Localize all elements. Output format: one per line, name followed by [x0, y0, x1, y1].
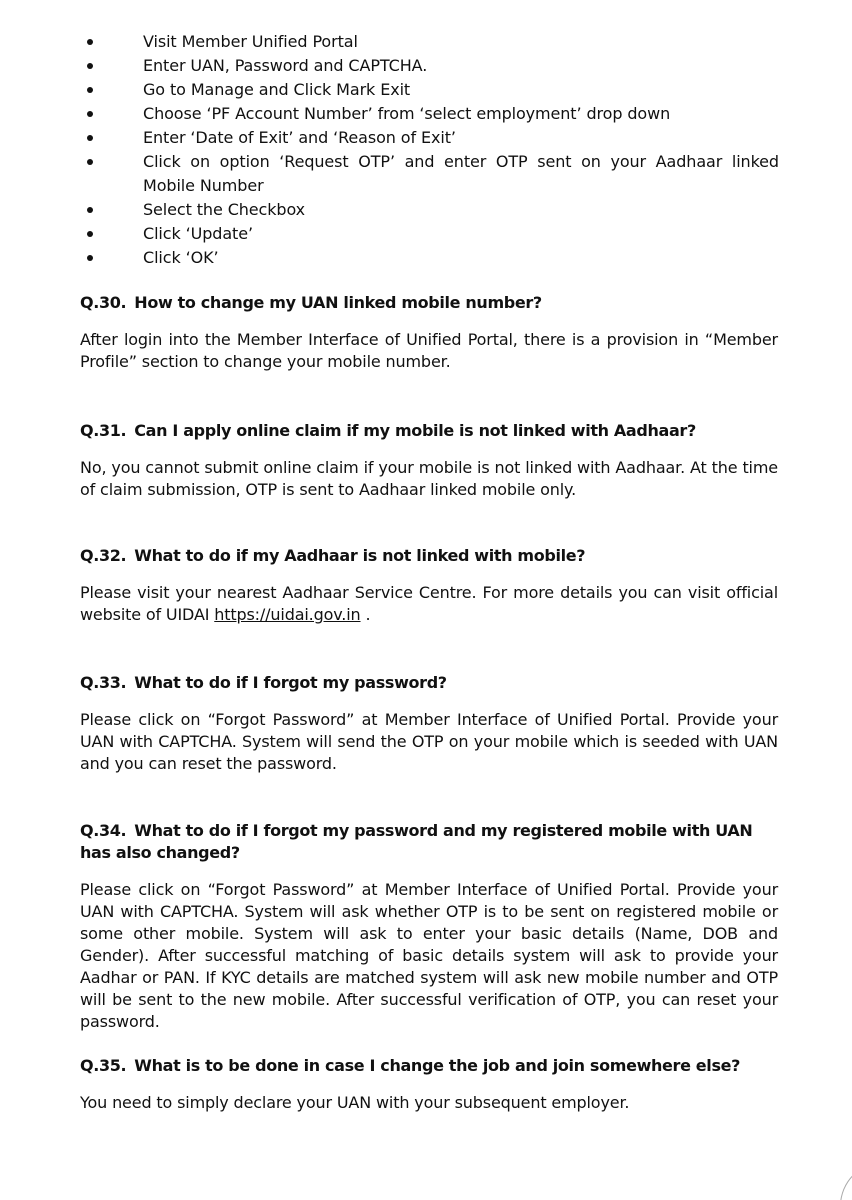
list-item: [0, 78, 779, 102]
question-heading: [80, 672, 778, 694]
question-text: What is to be done in case I change the job and join somewhere else?: [134, 1056, 741, 1075]
bullet-icon: [87, 159, 93, 165]
question-heading: [80, 420, 778, 442]
bullet-icon: [87, 207, 93, 213]
bullet-icon: [87, 63, 93, 69]
bullet-icon: [87, 135, 93, 141]
step-text: Click on option ‘Request OTP’ and enter OTP sent on your Aadhaar linked Mobile Number: [143, 152, 779, 195]
faq-q30: [80, 292, 778, 373]
question-text: What to do if my Aadhaar is not linked with mobile?: [134, 546, 586, 565]
mark-exit-steps-list: [0, 30, 852, 270]
step-text: Go to Manage and Click Mark Exit: [143, 80, 411, 99]
list-item: [0, 102, 779, 126]
answer-text: Please visit your nearest Aadhaar Service Centre. For more details you can visit official website of UIDAI: [80, 583, 778, 624]
bullet-icon: [87, 231, 93, 237]
list-item: [0, 30, 779, 54]
bullet-icon: [87, 255, 93, 261]
answer-text: No, you cannot submit online claim if your mobile is not linked with Aadhaar. At the time of claim submission, OTP is sent to Aadhaar linked mobile only.: [80, 458, 778, 499]
bullet-icon: [87, 39, 93, 45]
list-item: [0, 54, 779, 78]
question-text: What to do if I forgot my password and my registered mobile with UAN has also changed?: [80, 821, 753, 862]
faq-q31: [80, 420, 778, 501]
question-number: Q.30.: [80, 293, 127, 312]
bullet-icon: [87, 111, 93, 117]
step-text: Choose ‘PF Account Number’ from ‘select employment’ drop down: [143, 104, 671, 123]
bullet-icon: [87, 87, 93, 93]
step-text: Enter ‘Date of Exit’ and ‘Reason of Exit’: [143, 128, 456, 147]
question-number: Q.31.: [80, 421, 127, 440]
question-number: Q.33.: [80, 673, 127, 692]
question-heading: [80, 545, 778, 567]
question-text: How to change my UAN linked mobile number?: [134, 293, 542, 312]
faq-q34: [80, 820, 778, 1033]
question-text: Can I apply online claim if my mobile is not linked with Aadhaar?: [134, 421, 696, 440]
step-text: Click ‘Update’: [143, 224, 253, 243]
step-text: Enter UAN, Password and CAPTCHA.: [143, 56, 428, 75]
list-item: [0, 198, 779, 222]
uidai-website-link[interactable]: https://uidai.gov.in: [214, 605, 361, 624]
faq-q32: [80, 545, 778, 626]
step-text: Select the Checkbox: [143, 200, 306, 219]
faq-q33: [80, 672, 778, 775]
answer-text: Please click on “Forgot Password” at Member Interface of Unified Portal. Provide your UAN with CAPTCHA. System will ask whether OTP is to be sent on registered mobile or some other mobile. System will ask to enter your basic details (Name, DOB and Gender). After successful matching of basic details system will ask to provide your Aadhar or PAN. If KYC details are matched system will ask new mobile number and OTP will be sent to the new mobile. After successful verification of OTP, you can reset your password.: [80, 880, 778, 1031]
answer-text: After login into the Member Interface of Unified Portal, there is a provision in “Member Profile” section to change your mobile number.: [80, 330, 778, 371]
list-item: [0, 126, 779, 150]
question-heading: [80, 292, 778, 314]
answer-text: Please click on “Forgot Password” at Member Interface of Unified Portal. Provide your UAN with CAPTCHA. System will send the OTP on your mobile which is seeded with UAN and you can reset the password.: [80, 710, 778, 773]
answer-paragraph: [80, 582, 778, 626]
question-heading: [80, 1055, 778, 1077]
faq-q35: [80, 1055, 778, 1114]
list-item: [0, 222, 779, 246]
question-text: What to do if I forgot my password?: [134, 673, 447, 692]
answer-text: You need to simply declare your UAN with your subsequent employer.: [80, 1093, 630, 1112]
question-number: Q.34.: [80, 821, 127, 840]
page-curl-decoration: [836, 1162, 852, 1200]
step-text: Visit Member Unified Portal: [143, 32, 358, 51]
step-text: Click ‘OK’: [143, 248, 219, 267]
list-item: [0, 150, 779, 198]
list-item: [0, 246, 779, 270]
question-number: Q.32.: [80, 546, 127, 565]
answer-trailing-text: .: [360, 605, 371, 624]
question-heading: [80, 820, 778, 864]
question-number: Q.35.: [80, 1056, 127, 1075]
